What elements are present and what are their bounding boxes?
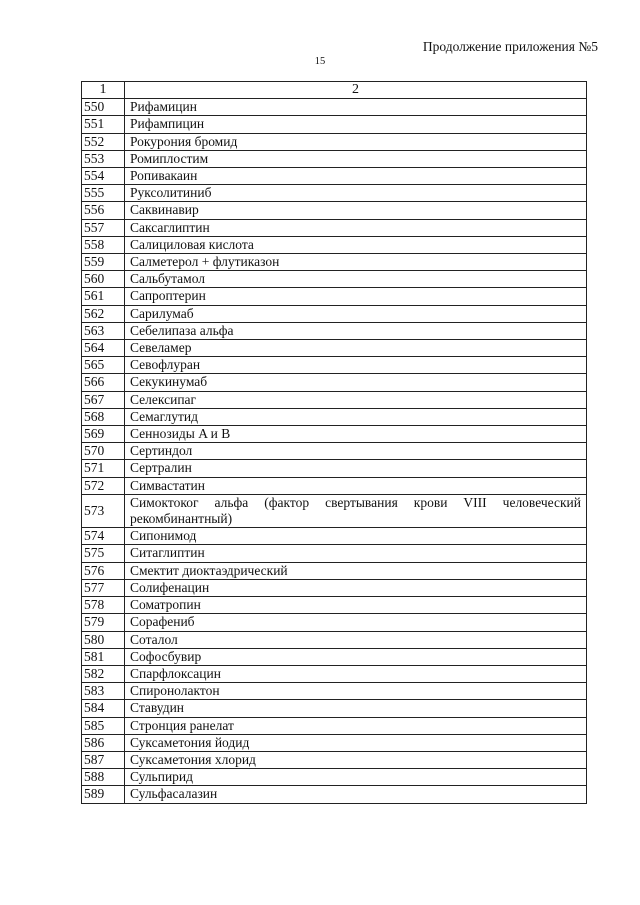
table-row <box>82 219 587 236</box>
drug-name-cell: Салициловая кислота <box>125 236 587 253</box>
row-number-cell: 561 <box>82 288 125 305</box>
row-number-cell: 550 <box>82 99 125 116</box>
table-row <box>82 443 587 460</box>
drug-name-cell: Симвастатин <box>125 477 587 494</box>
row-number-cell: 569 <box>82 426 125 443</box>
drug-name-cell: Селексипаг <box>125 391 587 408</box>
drug-name-cell: Ромиплостим <box>125 150 587 167</box>
table-row <box>82 734 587 751</box>
drug-name-cell: Секукинумаб <box>125 374 587 391</box>
drug-name-cell: Сульпирид <box>125 769 587 786</box>
table-row <box>82 545 587 562</box>
drug-name-cell: Спарфлоксацин <box>125 665 587 682</box>
row-number-cell: 572 <box>82 477 125 494</box>
row-number-cell: 551 <box>82 116 125 133</box>
table-row <box>82 236 587 253</box>
column-header-1: 1 <box>82 82 125 99</box>
table-row <box>82 426 587 443</box>
drug-name-cell: Суксаметония хлорид <box>125 751 587 768</box>
drug-name-cell: Салметерол + флутиказон <box>125 254 587 271</box>
drug-name-cell: Солифенацин <box>125 579 587 596</box>
drug-name-cell: Ставудин <box>125 700 587 717</box>
row-number-cell: 584 <box>82 700 125 717</box>
row-number-cell: 556 <box>82 202 125 219</box>
drug-name-cell: Ситаглиптин <box>125 545 587 562</box>
table-row <box>82 271 587 288</box>
table-row <box>82 322 587 339</box>
row-number-cell: 588 <box>82 769 125 786</box>
row-number-cell: 587 <box>82 751 125 768</box>
table-row <box>82 683 587 700</box>
table-row <box>82 202 587 219</box>
table-row <box>82 185 587 202</box>
drug-name-cell: Севофлуран <box>125 357 587 374</box>
row-number-cell: 566 <box>82 374 125 391</box>
drug-name-cell: Симоктоког альфа (фактор свертывания крови VIII человеческий рекомбинантный) <box>125 494 587 527</box>
table-row <box>82 305 587 322</box>
table-row <box>82 408 587 425</box>
row-number-cell: 558 <box>82 236 125 253</box>
table-row <box>82 614 587 631</box>
row-number-cell: 552 <box>82 133 125 150</box>
drug-name-cell: Ропивакаин <box>125 168 587 185</box>
table-row <box>82 374 587 391</box>
table-body <box>82 82 587 804</box>
table-row <box>82 460 587 477</box>
drug-name-cell: Руксолитиниб <box>125 185 587 202</box>
table-row <box>82 116 587 133</box>
drug-name-cell: Сипонимод <box>125 528 587 545</box>
table-row <box>82 133 587 150</box>
drug-name-cell: Софосбувир <box>125 648 587 665</box>
table-row <box>82 168 587 185</box>
row-number-cell: 578 <box>82 597 125 614</box>
drug-name-cell: Семаглутид <box>125 408 587 425</box>
row-number-cell: 585 <box>82 717 125 734</box>
table-row <box>82 357 587 374</box>
drug-name-cell: Саксаглиптин <box>125 219 587 236</box>
drug-name-cell: Рифамицин <box>125 99 587 116</box>
row-number-cell: 563 <box>82 322 125 339</box>
drug-name-cell: Сальбутамол <box>125 271 587 288</box>
column-header-2: 2 <box>125 82 587 99</box>
drug-name-cell: Соматропин <box>125 597 587 614</box>
table-row <box>82 648 587 665</box>
row-number-cell: 583 <box>82 683 125 700</box>
row-number-cell: 553 <box>82 150 125 167</box>
drug-name-cell: Спиронолактон <box>125 683 587 700</box>
row-number-cell: 570 <box>82 443 125 460</box>
drug-name-cell: Сульфасалазин <box>125 786 587 803</box>
row-number-cell: 555 <box>82 185 125 202</box>
table-row <box>82 494 587 527</box>
table-row <box>82 562 587 579</box>
row-number-cell: 579 <box>82 614 125 631</box>
table-row <box>82 700 587 717</box>
row-number-cell: 589 <box>82 786 125 803</box>
table-row <box>82 751 587 768</box>
page-number: 15 <box>314 56 326 67</box>
row-number-cell: 564 <box>82 340 125 357</box>
row-number-cell: 576 <box>82 562 125 579</box>
table-row <box>82 254 587 271</box>
row-number-cell: 573 <box>82 494 125 527</box>
table-row <box>82 288 587 305</box>
appendix-label: Продолжение приложения №5 <box>422 39 598 54</box>
table-row <box>82 597 587 614</box>
table-header-row <box>82 82 587 99</box>
table-row <box>82 477 587 494</box>
table-row <box>82 340 587 357</box>
drug-name-cell: Рокурония бромид <box>125 133 587 150</box>
drug-name-cell: Сертралин <box>125 460 587 477</box>
drug-name-cell: Себелипаза альфа <box>125 322 587 339</box>
drug-name-cell: Рифампицин <box>125 116 587 133</box>
row-number-cell: 560 <box>82 271 125 288</box>
drug-name-cell: Севеламер <box>125 340 587 357</box>
row-number-cell: 568 <box>82 408 125 425</box>
table-row <box>82 717 587 734</box>
row-number-cell: 575 <box>82 545 125 562</box>
drug-name-cell: Сертиндол <box>125 443 587 460</box>
table-row <box>82 631 587 648</box>
drug-name-cell: Смектит диоктаэдрический <box>125 562 587 579</box>
table-row <box>82 99 587 116</box>
table-row <box>82 786 587 803</box>
drug-name-cell: Сеннозиды A и B <box>125 426 587 443</box>
drug-name-cell: Стронция ранелат <box>125 717 587 734</box>
row-number-cell: 571 <box>82 460 125 477</box>
row-number-cell: 586 <box>82 734 125 751</box>
row-number-cell: 554 <box>82 168 125 185</box>
drug-table <box>81 81 587 804</box>
table-row <box>82 579 587 596</box>
table-row <box>82 769 587 786</box>
table-row <box>82 150 587 167</box>
table-row <box>82 665 587 682</box>
drug-name-cell: Сорафениб <box>125 614 587 631</box>
table-row <box>82 528 587 545</box>
drug-name-cell: Сарилумаб <box>125 305 587 322</box>
row-number-cell: 559 <box>82 254 125 271</box>
row-number-cell: 557 <box>82 219 125 236</box>
row-number-cell: 574 <box>82 528 125 545</box>
table-row <box>82 391 587 408</box>
drug-name-cell: Сапроптерин <box>125 288 587 305</box>
row-number-cell: 577 <box>82 579 125 596</box>
row-number-cell: 580 <box>82 631 125 648</box>
drug-name-cell: Саквинавир <box>125 202 587 219</box>
row-number-cell: 581 <box>82 648 125 665</box>
drug-name-cell: Соталол <box>125 631 587 648</box>
row-number-cell: 565 <box>82 357 125 374</box>
drug-name-cell: Суксаметония йодид <box>125 734 587 751</box>
row-number-cell: 567 <box>82 391 125 408</box>
row-number-cell: 582 <box>82 665 125 682</box>
row-number-cell: 562 <box>82 305 125 322</box>
